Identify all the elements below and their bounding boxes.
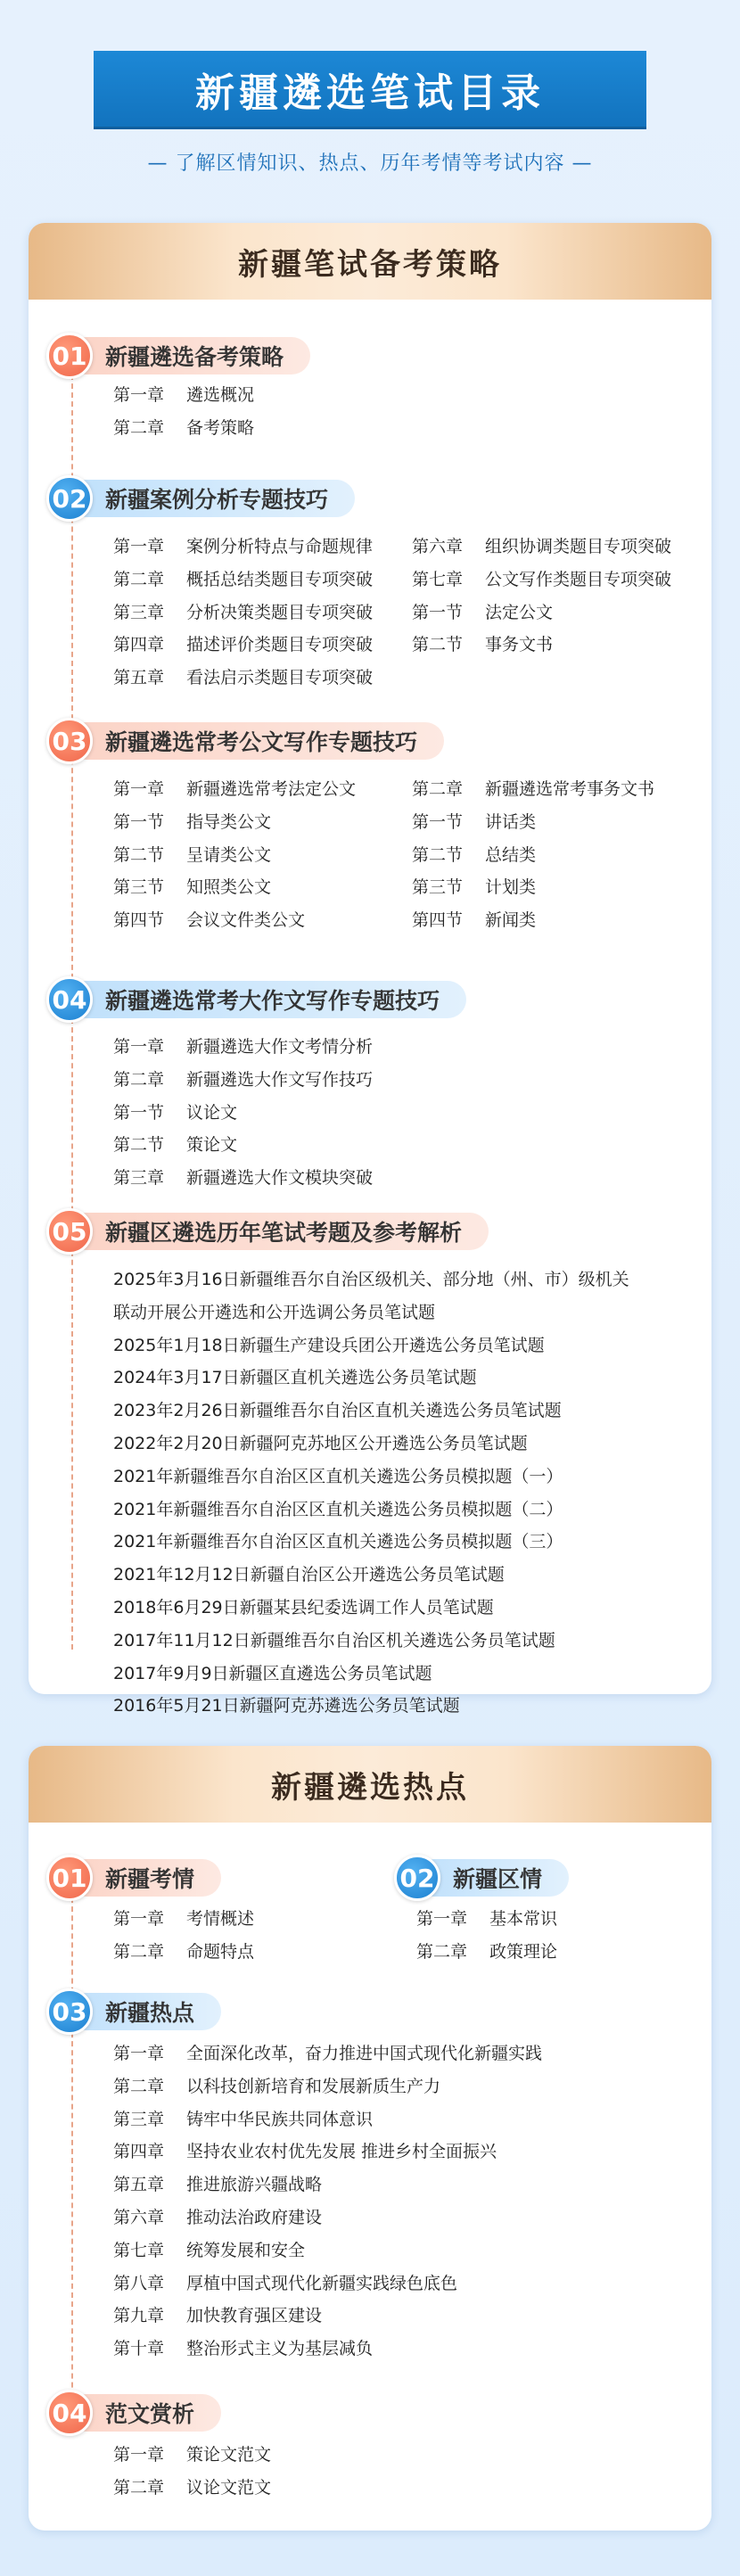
section-header [46,1208,463,1255]
section-header [46,1988,195,2035]
list-item: 第二章 新疆遴选大作文写作技巧 [113,1069,374,1090]
list-item: 第一章 遴选概况 [113,385,255,405]
list-item: 2021年新疆维吾尔自治区区直机关遴选公务员模拟题（二） [113,1499,563,1519]
chapter-list [113,379,254,445]
list-item: 第一章 策论文范文 [113,2445,272,2465]
list-item: 第二节 总结类 [412,844,537,865]
section-title: 新疆遴选常考大作文写作专题技巧 [68,981,466,1018]
list-item: 第四节 新闻类 [412,910,537,931]
card-heading: 新疆遴选热点 [271,1769,469,1806]
chapter-list [113,1031,373,1195]
list-item: 第三章 铸牢中华民族共同体意识 [113,2109,374,2129]
list-item: 第七章 公文写作类题目专项突破 [412,569,672,589]
list-item: 第三章 新疆遴选大作文模块突破 [113,1168,374,1189]
section-number-badge: 05 [46,1208,93,1255]
list-item: 第一节 法定公文 [412,602,554,622]
strategy-card [29,223,711,1716]
list-item: 2024年3月17日新疆区直机关遴选公务员笔试题 [113,1368,477,1388]
section-title: 范文赏析 [68,2394,221,2432]
hotspot-card [29,1746,711,2531]
list-item: 第二节 策论文 [113,1135,238,1156]
section-number-badge: 01 [46,333,93,379]
section-number-badge: 03 [46,718,93,764]
section-header [46,1855,195,1901]
timeline-line [71,1889,73,2432]
chapter-list [113,1903,254,1969]
list-item: 2022年2月20日新疆阿克苏地区公开遴选公务员笔试题 [113,1433,528,1453]
list-item: 第七章 统筹发展和安全 [113,2240,306,2260]
list-item: 第二章 备考策略 [113,417,255,438]
list-item: 第一节 讲话类 [412,811,537,832]
section-header [46,475,329,522]
chapter-list [113,531,711,695]
list-item: 第一章 案例分析特点与命题规律 [113,537,374,556]
list-item: 第十章 整治形式主义为基层减负 [113,2339,374,2359]
list-item: 第二章 概括总结类题目专项突破 [113,569,374,589]
title-banner [94,51,646,127]
chapter-list [416,1903,557,1969]
list-item: 第一章 考情概述 [113,1909,255,1929]
list-item: 第二章 以科技创新培育和发展新质生产力 [113,2076,441,2096]
section-number-badge: 04 [46,2390,93,2436]
section-header [46,718,418,764]
list-item: 第三节 计划类 [412,877,537,898]
section-number-badge: 01 [46,1855,93,1901]
list-item: 第二章 议论文范文 [113,2477,272,2498]
section-header [394,1855,543,1901]
section-header [46,2390,195,2436]
list-item: 2025年1月18日新疆生产建设兵团公开遴选公务员笔试题 [113,1335,545,1355]
list-item: 2017年11月12日新疆维吾尔自治区机关遴选公务员笔试题 [113,1630,555,1650]
list-item: 2025年3月16日新疆维吾尔自治区级机关、部分地（州、市）级机关 [113,1270,629,1289]
list-item: 第一章 新疆遴选常考法定公文 [113,779,357,799]
list-item: 第二节 事务文书 [412,635,554,655]
section-title: 新疆区情 [415,1859,569,1897]
list-item: 2016年5月21日新疆阿克苏遴选公务员笔试题 [113,1696,460,1716]
card-header [29,223,711,300]
section-number-badge: 02 [46,475,93,522]
page-title: 新疆遴选笔试目录 [195,70,545,116]
section-number-badge: 04 [46,976,93,1023]
list-item: 2023年2月26日新疆维吾尔自治区直机关遴选公务员笔试题 [113,1401,562,1421]
section-number-badge: 02 [394,1855,440,1901]
chapter-list [113,2439,271,2505]
card-heading: 新疆笔试备考策略 [238,246,502,283]
section-title: 新疆热点 [68,1993,221,2030]
list-item: 第四章 坚持农业农村优先发展 推进乡村全面振兴 [113,2142,497,2162]
list-item: 第五章 看法启示类题目专项突破 [113,668,374,688]
section-title: 新疆遴选备考策略 [68,337,310,374]
section-title: 新疆案例分析专题技巧 [68,480,355,517]
list-item: 第三章 分析决策类题目专项突破 [113,602,374,622]
list-item: 第八章 厚植中国式现代化新疆实践绿色底色 [113,2273,458,2293]
list-item: 第二章 政策理论 [416,1941,558,1962]
list-item: 第一章 全面深化改革，奋力推进中国式现代化新疆实践 [113,2044,543,2063]
list-item: 2018年6月29日新疆某县纪委选调工作人员笔试题 [113,1597,494,1617]
list-item: 第四章 描述评价类题目专项突破 [113,635,374,655]
section-number-badge: 03 [46,1988,93,2035]
list-item: 第一章 新疆遴选大作文考情分析 [113,1037,374,1057]
card-header [29,1746,711,1823]
exam-paper-list [113,1263,629,1723]
chapter-list [113,2037,542,2366]
page-subtitle: — 了解区情知识、热点、历年考情等考试内容 — [147,152,593,175]
list-item: 2021年新疆维吾尔自治区区直机关遴选公务员模拟题（一） [113,1466,563,1486]
chapter-list [113,773,711,937]
list-item: 第三节 知照类公文 [113,877,272,898]
list-item: 第一节 议论文 [113,1102,238,1123]
list-item: 第一节 指导类公文 [113,811,272,832]
section-title: 新疆区遴选历年笔试考题及参考解析 [68,1213,489,1250]
list-item: 第九章 加快教育强区建设 [113,2306,323,2326]
section-header [46,333,284,379]
list-item: 2021年新疆维吾尔自治区区直机关遴选公务员模拟题（三） [113,1532,563,1552]
section-title: 新疆遴选常考公文写作专题技巧 [68,722,444,760]
list-item: 2017年9月9日新疆区直遴选公务员笔试题 [113,1663,432,1683]
list-item: 第六章 推动法治政府建设 [113,2207,323,2227]
section-title: 新疆考情 [68,1859,221,1897]
section-header [46,976,440,1023]
list-item: 第二章 命题特点 [113,1941,255,1962]
list-item: 第五章 推进旅游兴疆战略 [113,2175,323,2195]
list-item: 2021年12月12日新疆自治区公开遴选公务员笔试题 [113,1565,505,1585]
list-item: 第四节 会议文件类公文 [113,910,306,931]
list-item: 第二章 新疆遴选常考事务文书 [412,779,655,799]
list-item: 联动开展公开遴选和公开选调公务员笔试题 [113,1302,436,1322]
list-item: 第六章 组织协调类题目专项突破 [412,537,672,556]
list-item: 第二节 呈请类公文 [113,844,272,865]
list-item: 第一章 基本常识 [416,1909,558,1929]
